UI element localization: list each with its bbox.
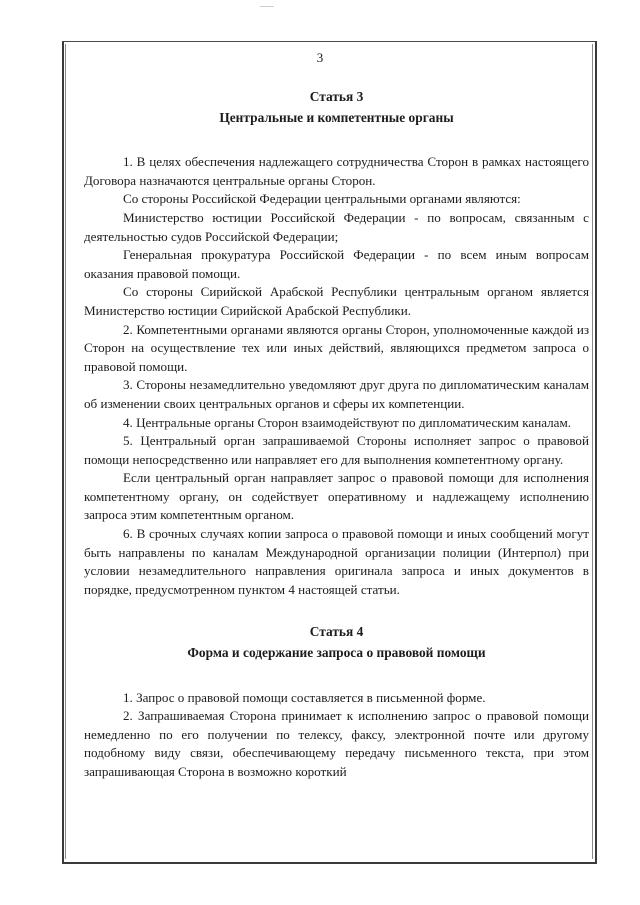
paragraph: Со стороны Российской Федерации центральными органами являются: <box>123 191 521 207</box>
document-body <box>84 88 589 782</box>
paragraph: 3. Стороны незамедлительно уведомляют друг друга по дипломатическим каналам об изменении своих центральных органов и сферы их компетенции. <box>84 377 589 411</box>
paragraph: 2. Запрашиваемая Сторона принимает к исполнению запрос о правовой помощи немедленно по его получении по телексу, факсу, электронной почте или другому подобному виду связи, обеспечивающему передачу письменного текста, при этом запрашивающая Сторона в возможно короткий <box>84 708 589 779</box>
paragraph: 5. Центральный орган запрашиваемой Стороны исполняет запрос о правовой помощи непосредственно или направляет его для выполнения компетентному органу. <box>84 433 589 467</box>
article-heading: Статья 4 <box>309 624 364 640</box>
paragraph: 1. В целях обеспечения надлежащего сотрудничества Сторон в рамках настоящего Договора назначаются центральные органы Сторон. <box>84 154 589 188</box>
paragraph: Если центральный орган направляет запрос о правовой помощи для исполнения компетентному органу, он содействует оперативному и надлежащему исполнению запроса этим компетентным органом. <box>84 470 589 523</box>
article-title: Центральные и компетентные органы <box>219 109 454 125</box>
page-number: 3 <box>316 50 324 65</box>
paragraph: 2. Компетентными органами являются органы Сторон, уполномоченные каждой из Сторон на осуществление тех или иных действий, являющихся предметом запроса о правовой помощи. <box>84 321 589 374</box>
article-title: Форма и содержание запроса о правовой помощи <box>187 645 486 661</box>
article-heading: Статья 3 <box>309 89 364 104</box>
scan-mark <box>260 6 274 7</box>
paragraph: 6. В срочных случаях копии запроса о правовой помощи и иных сообщений могут быть направлены по каналам Международной организации полиции (Интерпол) при условии незамедлительного направления оригинала запроса и иных документов в порядке, предусмотренном пунктом 4 настоящей статьи. <box>84 526 589 597</box>
article-3 <box>84 88 589 599</box>
article-4 <box>84 623 589 781</box>
paragraph: 4. Центральные органы Сторон взаимодействуют по дипломатическим каналам. <box>123 414 572 430</box>
paragraph: Со стороны Сирийской Арабской Республики центральным органом является Министерство юстиции Сирийской Арабской Республики. <box>84 284 589 318</box>
paragraph: Генеральная прокуратура Российской Федерации - по всем иным вопросам оказания правовой помощи. <box>84 247 589 281</box>
paragraph: Министерство юстиции Российской Федерации - по вопросам, связанным с деятельностью судов Российской Федерации; <box>84 209 589 244</box>
paragraph: 1. Запрос о правовой помощи составляется в письменной форме. <box>123 689 486 705</box>
